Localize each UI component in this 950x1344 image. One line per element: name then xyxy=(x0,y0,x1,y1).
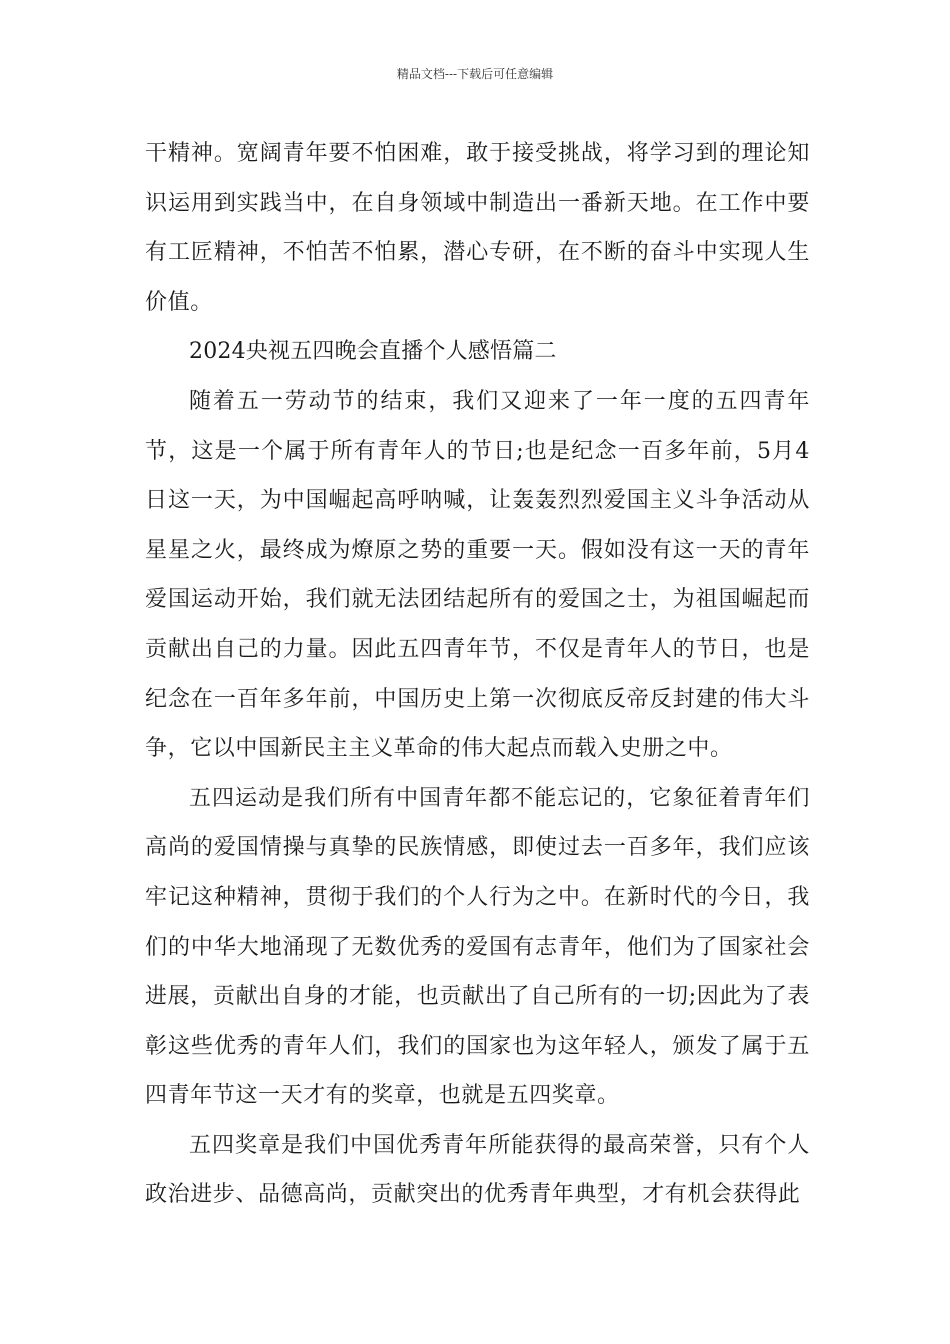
paragraph: 随着五一劳动节的结束，我们又迎来了一年一度的五四青年节，这是一个属于所有青年人的节日;也是纪念一百多年前，5月4日这一天，为中国崛起高呼呐喊，让轰轰烈烈爱国主义斗争活动从星星之火，最终成为燎原之势的重要一天。假如没有这一天的青年爱国运动开始，我们就无法团结起所有的爱国之士，为祖国崛起而贡献出自己的力量。因此五四青年节，不仅是青年人的节日，也是纪念在一百年多年前，中国历史上第一次彻底反帝反封建的伟大斗争，它以中国新民主主义革命的伟大起点而载入史册之中。 xyxy=(145,388,810,762)
document-body xyxy=(145,129,810,1220)
paragraph-continuation: 干精神。宽阔青年要不怕困难，敢于接受挑战，将学习到的理论知识运用到实践当中，在自身领域中制造出一番新天地。在工作中要有工匠精神，不怕苦不怕累，潜心专研，在不断的奋斗中实现人生价值。 xyxy=(145,141,810,315)
section-heading: 2024央视五四晚会直播个人感悟篇二 xyxy=(189,339,557,365)
page-header: 精品文档---下载后可任意编辑 xyxy=(396,67,554,81)
paragraph: 五四奖章是我们中国优秀青年所能获得的最高荣誉，只有个人政治进步、品德高尚，贡献突出的优秀青年典型，才有机会获得此 xyxy=(145,1132,810,1208)
paragraph: 五四运动是我们所有中国青年都不能忘记的，它象征着青年们高尚的爱国情操与真挚的民族情感，即使过去一百多年，我们应该牢记这种精神，贯彻于我们的个人行为之中。在新时代的今日，我们的中华大地涌现了无数优秀的爱国有志青年，他们为了国家社会进展，贡献出自身的才能，也贡献出了自己所有的一切;因此为了表彰这些优秀的青年人们，我们的国家也为这年轻人，颁发了属于五四青年节这一天才有的奖章，也就是五四奖章。 xyxy=(145,785,810,1109)
